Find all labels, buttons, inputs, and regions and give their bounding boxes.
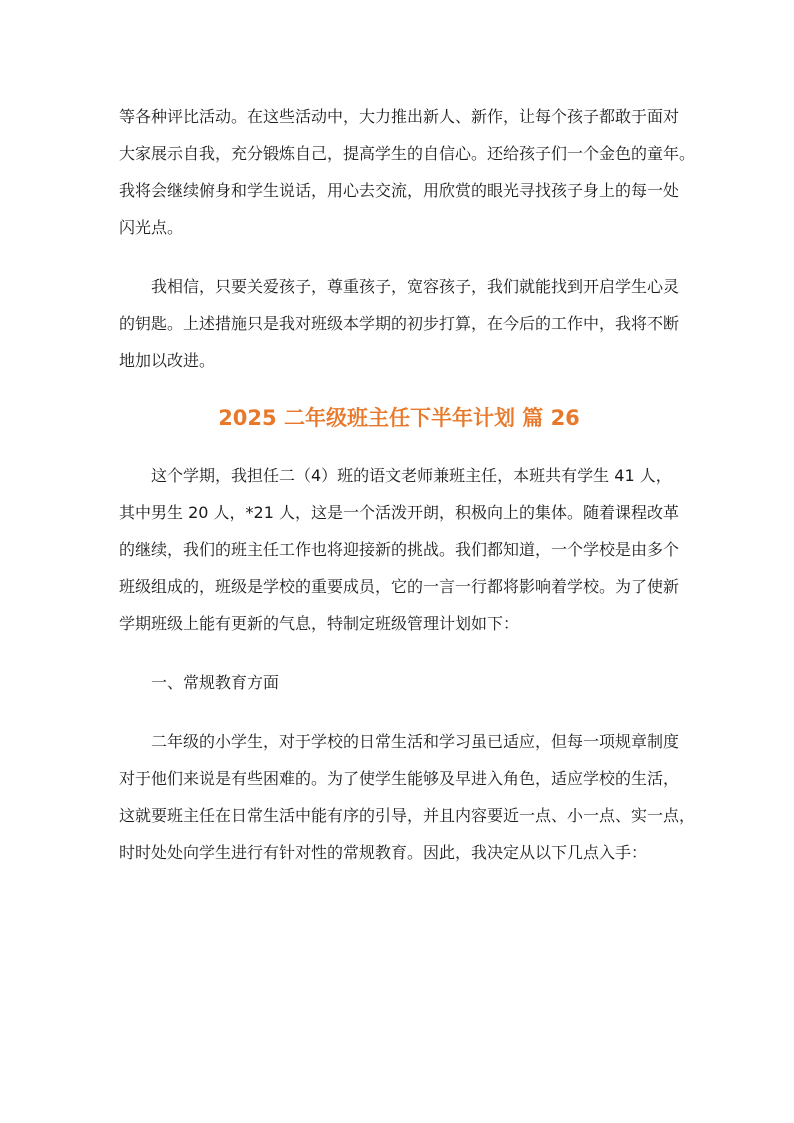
text-line: 学期班级上能有更新的气息，特制定班级管理计划如下： [119,614,520,633]
paragraph-gap [119,433,679,457]
text-line: 这个学期，我担任二（4）班的语文老师兼班主任，本班共有学生 41 人， [151,466,672,485]
text-line: 一、常规教育方面 [151,673,280,692]
document-page [119,98,696,871]
subheading-routine-education [119,664,679,701]
text-line: 时时处处向学生进行有针对性的常规教育。因此，我决定从以下几点入手： [119,843,648,862]
text-line: 的继续，我们的班主任工作也将迎接新的挑战。我们都知道，一个学校是由多个 [119,540,680,559]
text-line: 大家展示自我，充分锻炼自己，提高学生的自信心。还给孩子们一个金色的童年。 [119,144,696,163]
paragraph-belief [119,268,679,379]
paragraph-gap [119,642,679,664]
text-line: 我相信，只要关爱孩子，尊重孩子，宽容孩子，我们就能找到开启学生心灵 [151,277,680,296]
text-line: 二年级的小学生，对于学校的日常生活和学习虽已适应，但每一项规章制度 [151,732,680,751]
section-title: 2025 二年级班主任下半年计划 篇 26 [218,406,580,430]
paragraph-intro [119,457,679,642]
text-line: 闪光点。 [119,218,184,237]
text-line: 的钥匙。上述措施只是我对班级本学期的初步打算，在今后的工作中，我将不断 [119,314,680,333]
paragraph-activities [119,98,696,246]
text-line: 等各种评比活动。在这些活动中，大力推出新人、新作，让每个孩子都敢于面对 [119,107,680,126]
text-line: 地加以改进。 [119,351,216,370]
text-line: 这就要班主任在日常生活中能有序的引导，并且内容要近一点、小一点、实一点， [119,806,696,825]
text-line: 对于他们来说是有些困难的。为了使学生能够及早进入角色，适应学校的生活， [119,769,680,788]
text-line: 班级组成的，班级是学校的重要成员，它的一言一行都将影响着学校。为了使新 [119,577,680,596]
paragraph-gap [119,379,679,403]
paragraph-gap [119,246,679,268]
text-line: 其中男生 20 人，*21 人，这是一个活泼开朗，积极向上的集体。随着课程改革 [119,503,679,522]
paragraph-routine [119,723,696,871]
paragraph-gap [119,701,679,723]
text-line: 我将会继续俯身和学生说话，用心去交流，用欣赏的眼光寻找孩子身上的每一处 [119,181,680,200]
